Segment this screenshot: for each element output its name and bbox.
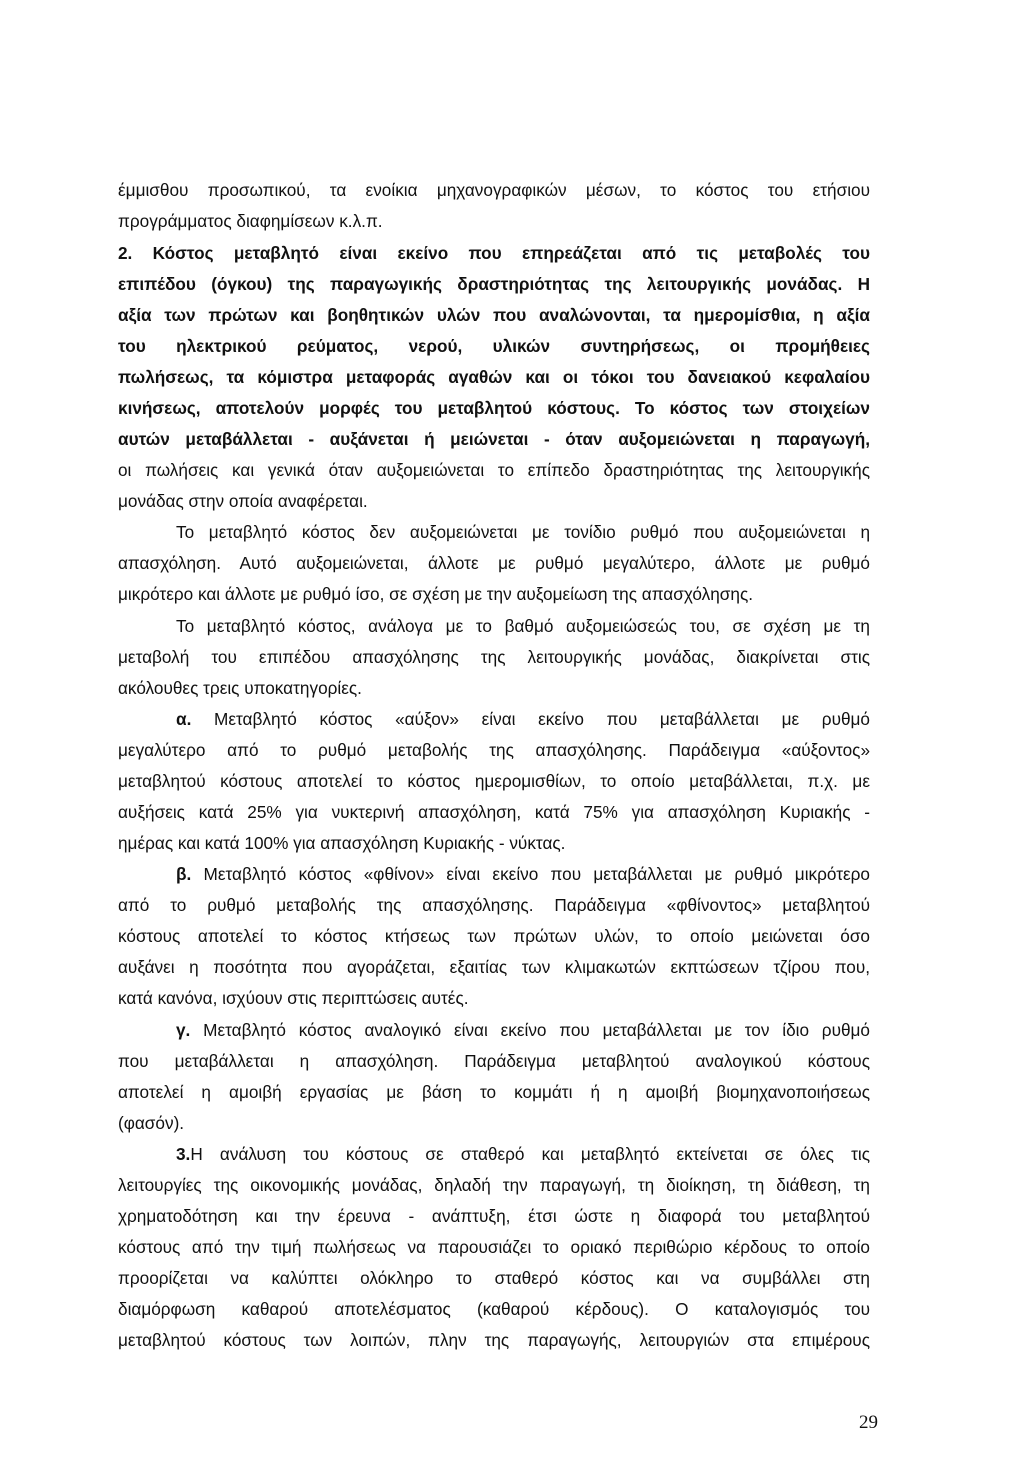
- list-marker: β.: [176, 864, 192, 884]
- text-line: κόστους από την τιμή πωλήσεως να παρουσιάζει το οριακό περιθώριο κέρδους το οποίο: [118, 1237, 870, 1257]
- text-line: μεγαλύτερο από το ρυθμό μεταβολής της απασχόλησης. Παράδειγμα «αύξοντος»: [118, 740, 870, 760]
- text-line: λειτουργίες της οικονομικής μονάδας, δηλαδή την παραγωγή, τη διοίκηση, τη διάθεση, τη: [118, 1175, 870, 1195]
- text-line: μεταβλητού κόστους αποτελεί το κόστος ημερομισθίων, το οποίο μεταβάλλεται, π.χ. με: [118, 771, 870, 791]
- text-line: β. Μεταβλητό κόστος «φθίνον» είναι εκείνο που μεταβάλλεται με ρυθμό μικρότερο: [176, 864, 870, 884]
- text-line: ακόλουθες τρεις υποκατηγορίες.: [118, 678, 362, 698]
- text-line: μικρότερο και άλλοτε με ρυθμό ίσο, σε σχέση με την αυξομείωση της απασχόλησης.: [118, 584, 754, 604]
- text-line: έμμισθου προσωπικού, τα ενοίκια μηχανογραφικών μέσων, το κόστος του ετήσιου: [118, 180, 870, 200]
- text-line: χρηματοδότηση και την έρευνα - ανάπτυξη, έτσι ώστε η διαφορά του μεταβλητού: [118, 1206, 870, 1226]
- text-line: Το μεταβλητό κόστος, ανάλογα με το βαθμό αυξομειώσεώς του, σε σχέση με τη: [176, 616, 870, 636]
- text-line: 2. Κόστος μεταβλητό είναι εκείνο που επηρεάζεται από τις μεταβολές του: [118, 243, 870, 263]
- text-line: Το μεταβλητό κόστος δεν αυξομειώνεται με τονίδιο ρυθμό που αυξομειώνεται η: [176, 522, 870, 542]
- list-marker: 3.: [176, 1144, 191, 1164]
- text-line: διαμόρφωση καθαρού αποτελέσματος (καθαρού κέρδους). Ο καταλογισμός του: [118, 1299, 870, 1319]
- text-line: κινήσεως, αποτελούν μορφές του μεταβλητού κόστους. Το κόστος των στοιχείων: [118, 398, 870, 418]
- text-line: αυξήσεις κατά 25% για νυκτερινή απασχόληση, κατά 75% για απασχόληση Κυριακής -: [118, 802, 870, 822]
- text-line: από το ρυθμό μεταβολής της απασχόλησης. Παράδειγμα «φθίνοντος» μεταβλητού: [118, 895, 870, 915]
- list-marker: γ.: [176, 1020, 191, 1040]
- text-line: μονάδας στην οποία αναφέρεται.: [118, 491, 368, 511]
- text-line: αυξάνει η ποσότητα που αγοράζεται, εξαιτίας των κλιμακωτών εκπτώσεων τζίρου που,: [118, 957, 870, 977]
- text-line: πωλήσεως, τα κόμιστρα μεταφοράς αγαθών και οι τόκοι του δανειακού κεφαλαίου: [118, 367, 870, 387]
- text-line: προγράμματος διαφημίσεων κ.λ.π.: [118, 211, 383, 231]
- text-line: κατά κανόνα, ισχύουν στις περιπτώσεις αυτές.: [118, 988, 469, 1008]
- text-line: 3.Η ανάλυση του κόστους σε σταθερό και μεταβλητό εκτείνεται σε όλες τις: [176, 1144, 870, 1164]
- text-line: που μεταβάλλεται η απασχόληση. Παράδειγμα μεταβλητού αναλογικού κόστους: [118, 1051, 870, 1071]
- text-line: ημέρας και κατά 100% για απασχόληση Κυριακής - νύκτας.: [118, 833, 566, 853]
- list-marker: α.: [176, 709, 192, 729]
- text-line: επιπέδου (όγκου) της παραγωγικής δραστηριότητας της λειτουργικής μονάδας. Η: [118, 274, 870, 294]
- text-line: προορίζεται να καλύπτει ολόκληρο το σταθερό κόστος και να συμβάλλει στη: [118, 1268, 870, 1288]
- text-line: μεταβλητού κόστους των λοιπών, πλην της παραγωγής, λειτουργιών στα επιμέρους: [118, 1330, 870, 1350]
- text-line: κόστους αποτελεί το κόστος κτήσεως των πρώτων υλών, το οποίο μειώνεται όσο: [118, 926, 870, 946]
- text-line: του ηλεκτρικού ρεύματος, νερού, υλικών συντηρήσεως, οι προμήθειες: [118, 336, 870, 356]
- text-line: γ. Μεταβλητό κόστος αναλογικό είναι εκείνο που μεταβάλλεται με τον ίδιο ρυθμό: [176, 1020, 870, 1040]
- page-number: 29: [859, 1412, 878, 1433]
- text-line: (φασόν).: [118, 1113, 185, 1133]
- text-line: αυτών μεταβάλλεται - αυξάνεται ή μειώνεται - όταν αυξομειώνεται η παραγωγή,: [118, 429, 870, 449]
- text-line: α. Μεταβλητό κόστος «αύξον» είναι εκείνο που μεταβάλλεται με ρυθμό: [176, 709, 870, 729]
- text-line: αποτελεί η αμοιβή εργασίας με βάση το κομμάτι ή η αμοιβή βιομηχανοποιήσεως: [118, 1082, 870, 1102]
- text-line: οι πωλήσεις και γενικά όταν αυξομειώνεται το επίπεδο δραστηριότητας της λειτουργικής: [118, 460, 870, 480]
- text-line: απασχόληση. Αυτό αυξομειώνεται, άλλοτε με ρυθμό μεγαλύτερο, άλλοτε με ρυθμό: [118, 553, 870, 573]
- text-line: μεταβολή του επιπέδου απασχόλησης της λειτουργικής μονάδας, διακρίνεται στις: [118, 647, 870, 667]
- text-line: αξία των πρώτων και βοηθητικών υλών που αναλώνονται, τα ημερομίσθια, η αξία: [118, 305, 870, 325]
